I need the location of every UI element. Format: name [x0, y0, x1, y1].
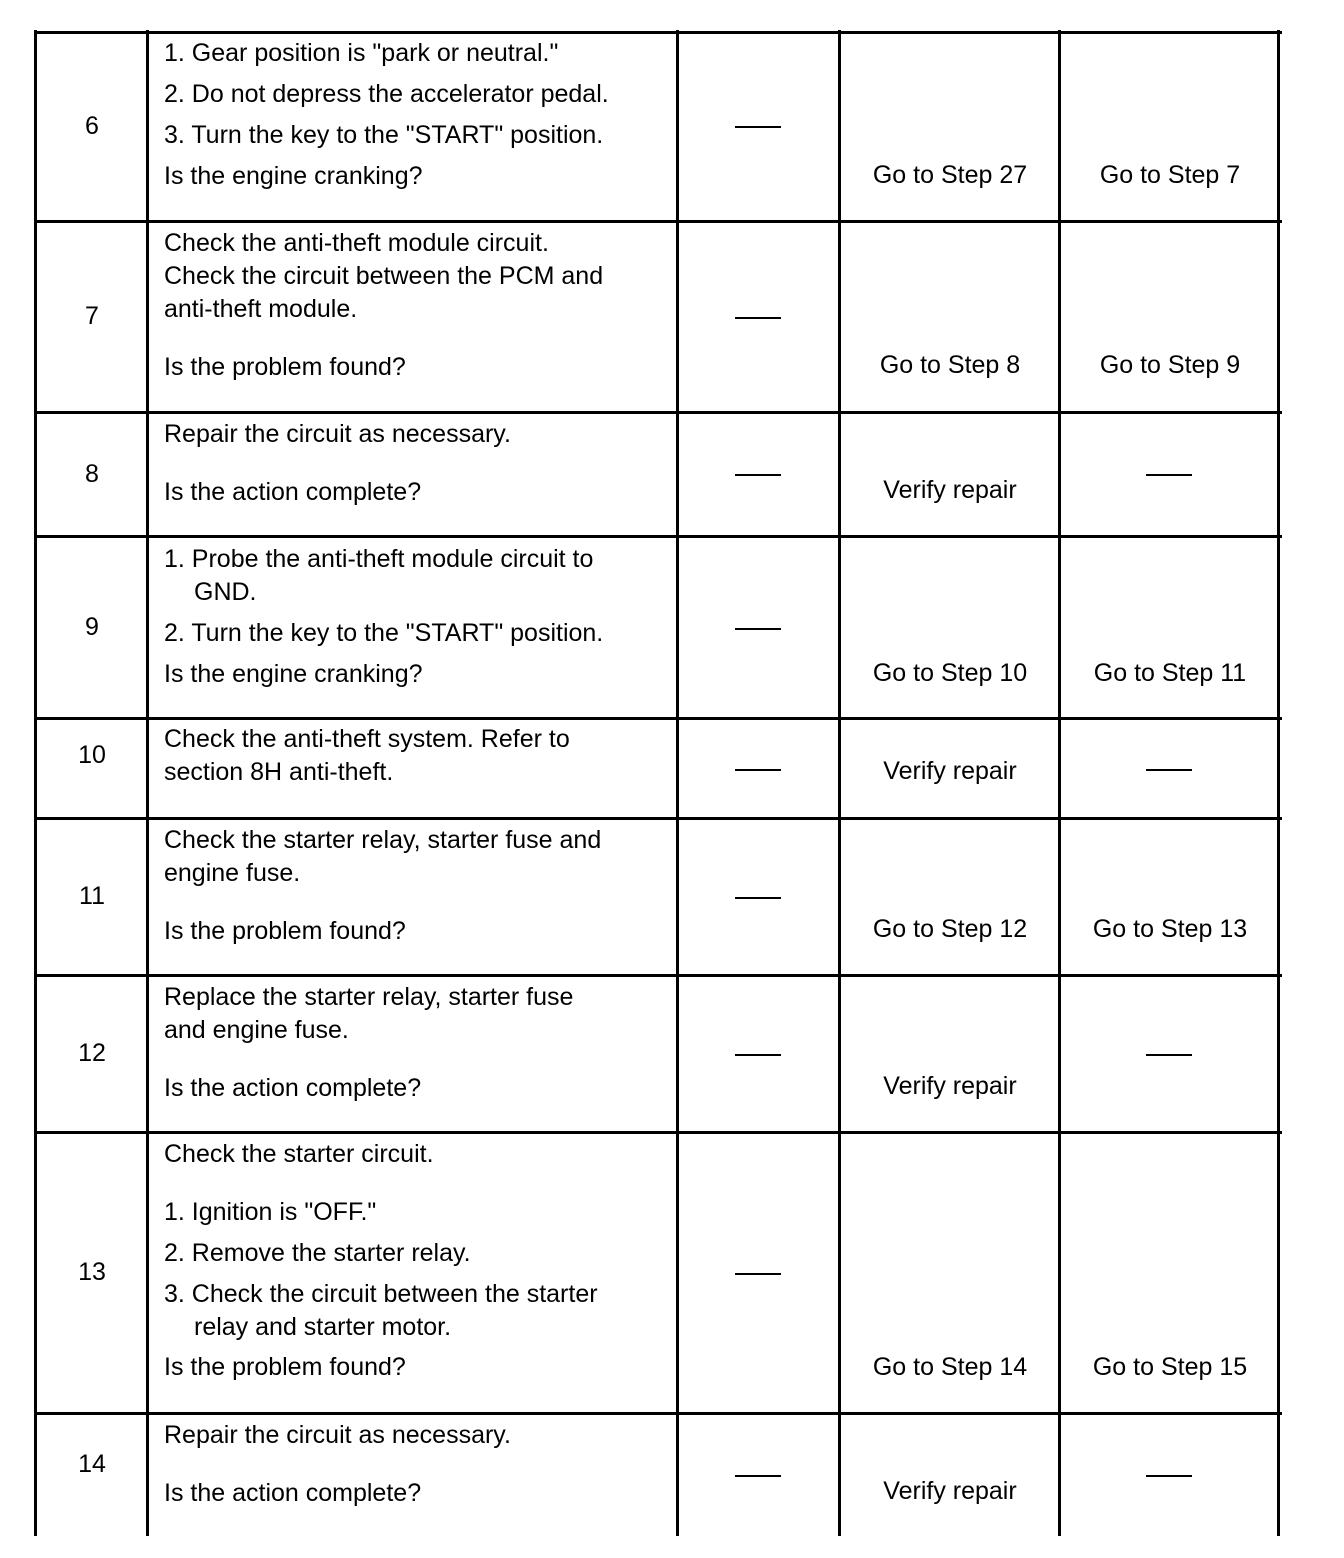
action-line: Check the starter relay, starter fuse and	[164, 826, 602, 854]
question-line: Is the problem found?	[164, 1353, 406, 1381]
value-dash	[735, 474, 781, 476]
step-number: 11	[79, 882, 105, 910]
action-line: relay and starter motor.	[194, 1313, 452, 1341]
step-action	[164, 37, 684, 220]
no-result-dash	[1146, 1475, 1192, 1477]
action-line: section 8H anti-theft.	[164, 758, 394, 786]
step-number: 9	[85, 612, 99, 641]
value-dash	[735, 628, 781, 630]
yes-result: Go to Step 14	[872, 1353, 1028, 1381]
action-line: Replace the starter relay, starter fuse	[164, 983, 574, 1011]
step-action	[164, 543, 684, 717]
table-row	[36, 719, 1282, 817]
yes-result: Verify repair	[883, 1072, 1017, 1100]
question-line: Is the problem found?	[164, 353, 406, 381]
action-line: 2. Turn the key to the "START" position.	[164, 619, 604, 647]
question-line: Is the problem found?	[164, 917, 406, 945]
step-number: 6	[85, 112, 99, 140]
step-number: 13	[78, 1258, 106, 1286]
table-row	[36, 537, 1282, 717]
action-line: 1. Probe the anti-theft module circuit to	[164, 545, 594, 573]
action-line: 3. Check the circuit between the starter	[164, 1280, 598, 1308]
value-dash	[735, 769, 781, 771]
question-line: Is the action complete?	[164, 1074, 422, 1102]
yes-result: Go to Step 8	[879, 351, 1021, 379]
action-line: 1. Ignition is "OFF."	[164, 1198, 377, 1226]
value-dash	[735, 1273, 781, 1275]
no-result: Go to Step 13	[1092, 915, 1248, 943]
table-row	[36, 222, 1282, 411]
table-row	[36, 1133, 1282, 1412]
step-action	[164, 824, 684, 974]
step-number: 10	[78, 741, 106, 769]
yes-result: Go to Step 12	[872, 915, 1028, 943]
step-action	[164, 723, 684, 817]
action-line: Check the anti-theft system. Refer to	[164, 725, 570, 753]
action-line: Check the starter circuit.	[164, 1140, 434, 1168]
table-row	[36, 1414, 1282, 1536]
step-action	[164, 981, 684, 1131]
table-row	[36, 413, 1282, 535]
action-line: anti-theft module.	[164, 295, 358, 323]
table-row	[36, 33, 1282, 220]
action-line: engine fuse.	[164, 859, 301, 887]
yes-result: Go to Step 10	[872, 659, 1028, 687]
question-line: Is the engine cranking?	[164, 162, 423, 190]
no-result: Go to Step 7	[1099, 161, 1241, 189]
value-dash	[735, 126, 781, 128]
value-dash	[735, 1475, 781, 1477]
value-dash	[735, 317, 781, 319]
step-action	[164, 227, 684, 411]
table-row	[36, 819, 1282, 974]
no-result-dash	[1146, 474, 1192, 476]
yes-result: Verify repair	[883, 1477, 1017, 1505]
no-result-dash	[1146, 769, 1192, 771]
action-line: Check the anti-theft module circuit.	[164, 229, 549, 257]
step-number: 14	[78, 1450, 106, 1478]
action-line: and engine fuse.	[164, 1016, 349, 1044]
step-number: 12	[78, 1039, 106, 1067]
action-line: Check the circuit between the PCM and	[164, 262, 604, 290]
no-result: Go to Step 11	[1093, 659, 1247, 687]
value-dash	[735, 897, 781, 899]
question-line: Is the engine cranking?	[164, 660, 423, 688]
value-dash	[735, 1054, 781, 1056]
action-line: Repair the circuit as necessary.	[164, 420, 511, 448]
no-result-dash	[1146, 1054, 1192, 1056]
action-line: 2. Do not depress the accelerator pedal.	[164, 80, 609, 108]
action-line: Repair the circuit as necessary.	[164, 1421, 511, 1449]
no-result: Go to Step 9	[1099, 351, 1241, 379]
action-line: 1. Gear position is "park or neutral."	[164, 39, 559, 67]
action-line: 2. Remove the starter relay.	[164, 1239, 471, 1267]
yes-result: Go to Step 27	[872, 161, 1028, 189]
action-line: 3. Turn the key to the "START" position.	[164, 121, 604, 149]
step-number: 8	[85, 459, 99, 488]
step-number: 7	[85, 302, 99, 330]
question-line: Is the action complete?	[164, 478, 422, 506]
yes-result: Verify repair	[883, 476, 1017, 504]
yes-result: Verify repair	[883, 757, 1017, 785]
step-action	[164, 1138, 684, 1412]
action-line: GND.	[194, 578, 257, 606]
table-row	[36, 976, 1282, 1131]
step-action	[164, 418, 684, 535]
no-result: Go to Step 15	[1092, 1353, 1248, 1381]
question-line: Is the action complete?	[164, 1479, 422, 1507]
step-action	[164, 1419, 684, 1536]
